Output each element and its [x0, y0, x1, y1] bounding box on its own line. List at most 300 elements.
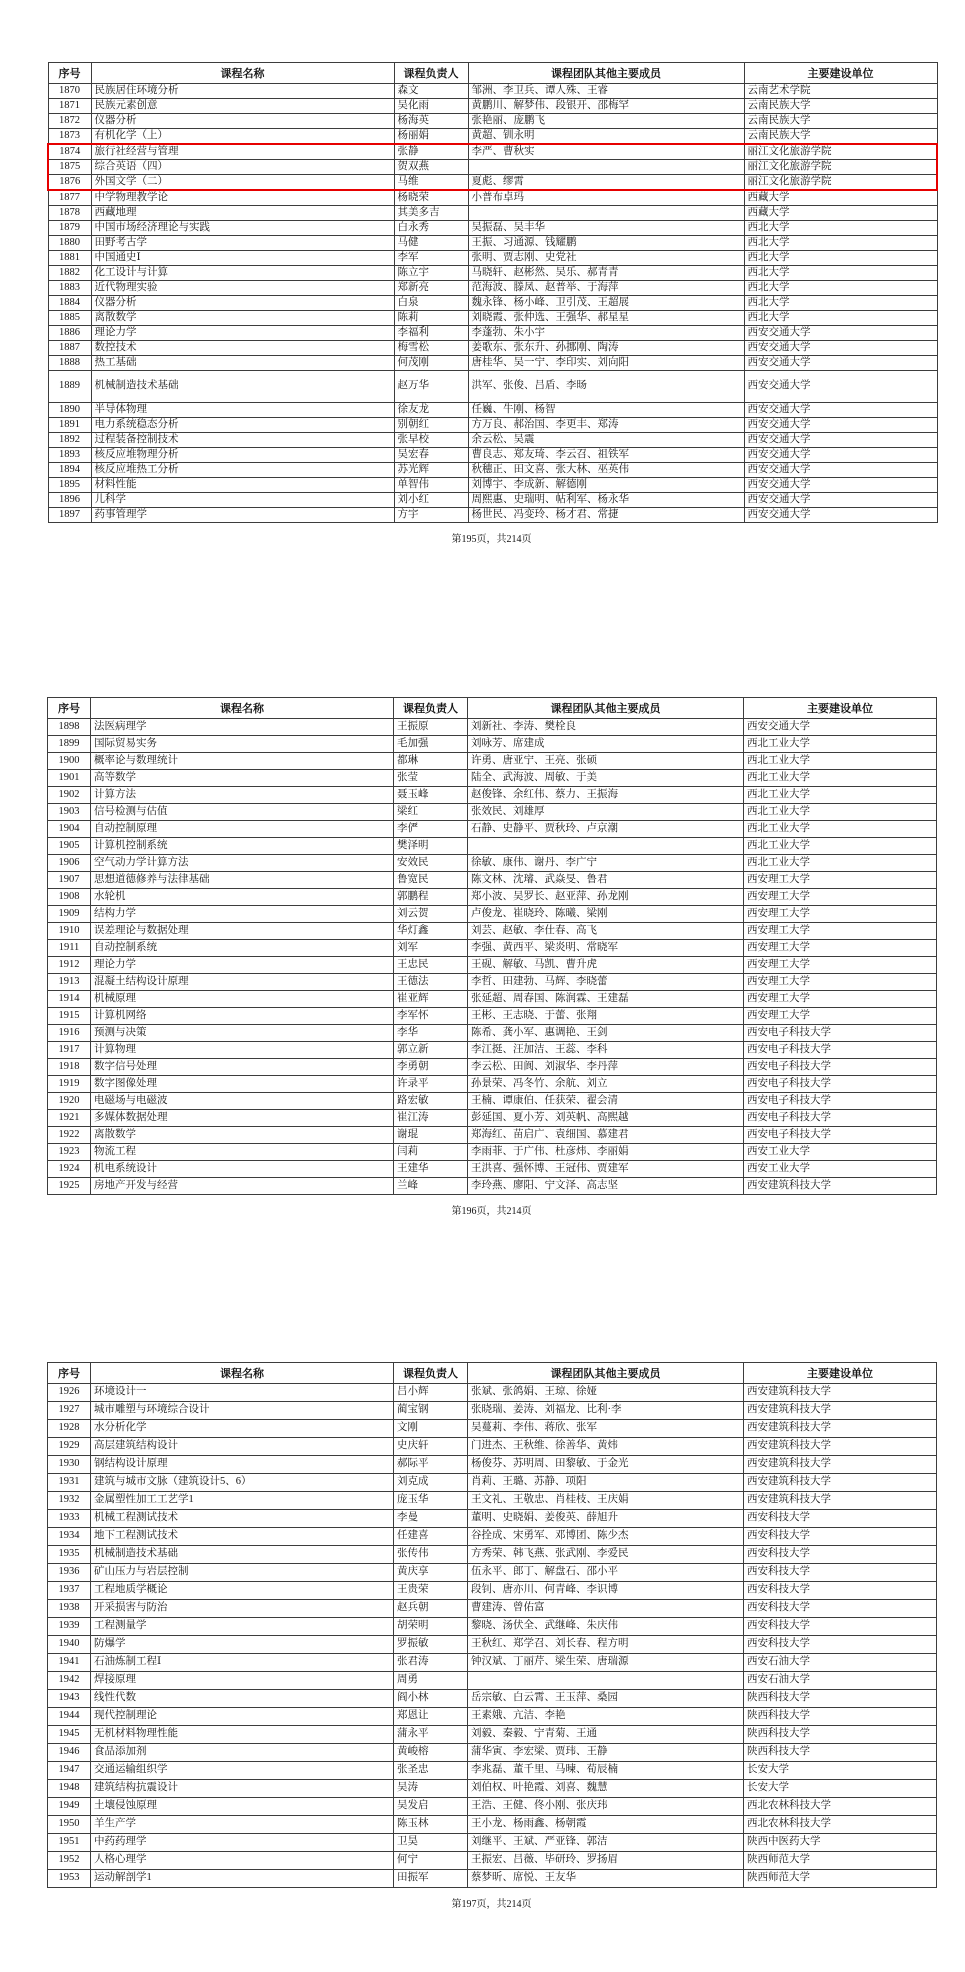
unit-cell: 西安交通大学	[744, 326, 937, 341]
members-cell: 陆全、武海波、周敏、于美	[468, 770, 744, 787]
leader-cell: 李福利	[394, 326, 468, 341]
unit-cell: 西安交通大学	[744, 356, 937, 371]
row-no-cell: 1941	[48, 1654, 91, 1672]
unit-cell: 陕西师范大学	[744, 1852, 937, 1870]
leader-cell: 张早校	[394, 433, 468, 448]
course-name-cell: 理论力学	[91, 326, 394, 341]
leader-cell: 方宇	[394, 508, 468, 523]
members-cell: 吴蔓莉、李伟、蒋欣、张军	[468, 1420, 744, 1438]
members-cell: 钟汉斌、丁丽芹、梁生荣、唐瑞源	[468, 1654, 744, 1672]
row-no-cell: 1895	[48, 478, 91, 493]
unit-cell: 西安交通大学	[744, 478, 937, 493]
course-name-cell: 交通运输组织学	[91, 1762, 394, 1780]
table-row	[48, 804, 937, 821]
course-name-cell: 人格心理学	[91, 1852, 394, 1870]
table-row	[48, 114, 937, 129]
unit-cell: 西安建筑科技大学	[744, 1178, 937, 1195]
leader-cell: 白永秀	[394, 221, 468, 236]
table-row	[48, 433, 937, 448]
row-no-cell: 1885	[48, 311, 91, 326]
table-row	[48, 1402, 937, 1420]
members-cell: 刘晓霞、张仲选、王强华、郝星星	[468, 311, 744, 326]
members-cell: 伍永平、郎丁、解盘石、邵小平	[468, 1564, 744, 1582]
unit-cell: 陕西师范大学	[744, 1870, 937, 1888]
unit-cell: 西安建筑科技大学	[744, 1438, 937, 1456]
leader-cell: 阎小林	[394, 1690, 468, 1708]
row-no-cell: 1908	[48, 889, 91, 906]
table-row	[48, 1870, 937, 1888]
leader-cell: 苏光辉	[394, 463, 468, 478]
unit-cell: 西藏大学	[744, 206, 937, 221]
members-cell: 陈文林、沈璿、武焱旻、鲁君	[468, 872, 744, 889]
row-no-cell: 1909	[48, 906, 91, 923]
course-name-cell: 多媒体数据处理	[91, 1110, 394, 1127]
course-name-cell: 运动解剖学1	[91, 1870, 394, 1888]
table-row	[48, 1528, 937, 1546]
unit-cell: 云南艺术学院	[744, 84, 937, 99]
leader-cell: 别朝红	[394, 418, 468, 433]
table-row	[48, 463, 937, 478]
table-row	[48, 1127, 937, 1144]
table-row	[48, 1582, 937, 1600]
course-name-cell: 机械原理	[91, 991, 394, 1008]
unit-cell: 西安交通大学	[744, 448, 937, 463]
row-no-cell: 1913	[48, 974, 91, 991]
leader-cell: 吴涛	[394, 1780, 468, 1798]
table-row	[48, 144, 937, 160]
unit-cell: 西安科技大学	[744, 1564, 937, 1582]
course-name-cell: 民族居住环境分析	[91, 84, 394, 99]
leader-cell: 吴发启	[394, 1798, 468, 1816]
unit-cell: 西安理工大学	[744, 991, 937, 1008]
course-name-cell: 高等数学	[91, 770, 394, 787]
table-row	[48, 1110, 937, 1127]
course-name-cell: 石油炼制工程Ⅰ	[91, 1654, 394, 1672]
table-row	[48, 1025, 937, 1042]
col-header-members: 课程团队其他主要成员	[468, 1363, 744, 1384]
members-cell: 王文礼、王敬忠、肖桂枝、王庆娟	[468, 1492, 744, 1510]
table-section-page-197	[47, 1362, 936, 1910]
leader-cell: 白泉	[394, 296, 468, 311]
table-row	[48, 1161, 937, 1178]
leader-cell: 梅雪松	[394, 341, 468, 356]
course-name-cell: 地下工程测试技术	[91, 1528, 394, 1546]
unit-cell: 西安科技大学	[744, 1636, 937, 1654]
leader-cell: 樊泽明	[394, 838, 468, 855]
leader-cell: 刘克成	[394, 1474, 468, 1492]
leader-cell: 李勇朝	[394, 1059, 468, 1076]
members-cell: 郑小波、吴罗长、赵亚萍、孙龙刚	[468, 889, 744, 906]
unit-cell: 西安电子科技大学	[744, 1127, 937, 1144]
table-row	[48, 448, 937, 463]
table-row	[48, 906, 937, 923]
table-row	[48, 1726, 937, 1744]
unit-cell: 西安交通大学	[744, 719, 937, 736]
leader-cell: 路宏敏	[394, 1093, 468, 1110]
row-no-cell: 1899	[48, 736, 91, 753]
row-no-cell: 1925	[48, 1178, 91, 1195]
course-name-cell: 误差理论与数据处理	[91, 923, 394, 940]
unit-cell: 西安交通大学	[744, 371, 937, 403]
course-table-page-195	[47, 62, 938, 523]
leader-cell: 史庆轩	[394, 1438, 468, 1456]
leader-cell: 周勇	[394, 1672, 468, 1690]
members-cell: 王彬、王志晓、于蕾、张翔	[468, 1008, 744, 1025]
members-cell: 彭延国、夏小芳、刘英帆、高熙越	[468, 1110, 744, 1127]
members-cell: 方万良、郝治国、李更丰、郑涛	[468, 418, 744, 433]
course-name-cell: 土壤侵蚀原理	[91, 1798, 394, 1816]
course-name-cell: 法医病理学	[91, 719, 394, 736]
members-cell: 王楠、谭康伯、任获荣、翟会清	[468, 1093, 744, 1110]
table-row	[48, 1059, 937, 1076]
leader-cell: 杨丽娟	[394, 129, 468, 145]
course-name-cell: 有机化学（上）	[91, 129, 394, 145]
leader-cell: 文刚	[394, 1420, 468, 1438]
members-cell: 李云松、田阆、刘淑华、李丹萍	[468, 1059, 744, 1076]
row-no-cell: 1930	[48, 1456, 91, 1474]
members-cell: 魏永锋、杨小峰、卫引茂、王超展	[468, 296, 744, 311]
table-row	[48, 1546, 937, 1564]
unit-cell: 西北大学	[744, 221, 937, 236]
table-section-page-196	[47, 697, 936, 1217]
table-row	[48, 371, 937, 403]
row-no-cell: 1910	[48, 923, 91, 940]
course-name-cell: 机械制造技术基础	[91, 1546, 394, 1564]
leader-cell: 华灯鑫	[394, 923, 468, 940]
row-no-cell: 1947	[48, 1762, 91, 1780]
unit-cell: 西安交通大学	[744, 433, 937, 448]
members-cell: 肖莉、王璐、苏静、项阳	[468, 1474, 744, 1492]
leader-cell: 聂玉峰	[394, 787, 468, 804]
course-name-cell: 数字信号处理	[91, 1059, 394, 1076]
row-no-cell: 1912	[48, 957, 91, 974]
row-no-cell: 1906	[48, 855, 91, 872]
course-name-cell: 核反应堆物理分析	[91, 448, 394, 463]
leader-cell: 黄庆享	[394, 1564, 468, 1582]
members-cell: 黎晓、汤伏全、武继峰、朱庆伟	[468, 1618, 744, 1636]
members-cell: 王振宏、吕薇、毕研玲、罗扬眉	[468, 1852, 744, 1870]
row-no-cell: 1884	[48, 296, 91, 311]
unit-cell: 西安理工大学	[744, 1008, 937, 1025]
unit-cell: 西北工业大学	[744, 787, 937, 804]
course-name-cell: 水轮机	[91, 889, 394, 906]
unit-cell: 西北大学	[744, 251, 937, 266]
row-no-cell: 1935	[48, 1546, 91, 1564]
col-header-course-name: 课程名称	[91, 63, 394, 84]
members-cell: 徐敏、康伟、谢丹、李广宁	[468, 855, 744, 872]
course-name-cell: 概率论与数理统计	[91, 753, 394, 770]
col-header-unit: 主要建设单位	[744, 698, 937, 719]
members-cell: 小普布卓玛	[468, 190, 744, 206]
unit-cell: 西安建筑科技大学	[744, 1456, 937, 1474]
unit-cell: 长安大学	[744, 1780, 937, 1798]
leader-cell: 兰峰	[394, 1178, 468, 1195]
leader-cell: 卫昊	[394, 1834, 468, 1852]
row-no-cell: 1946	[48, 1744, 91, 1762]
row-no-cell: 1917	[48, 1042, 91, 1059]
table-row	[48, 129, 937, 145]
row-no-cell: 1928	[48, 1420, 91, 1438]
members-cell: 刘咏芳、席建成	[468, 736, 744, 753]
members-cell: 唐桂华、吴一宁、李印实、刘向阳	[468, 356, 744, 371]
table-row	[48, 838, 937, 855]
row-no-cell: 1881	[48, 251, 91, 266]
members-cell: 黄超、钏永明	[468, 129, 744, 145]
row-no-cell: 1897	[48, 508, 91, 523]
members-cell: 范海波、滕凤、赵普举、于海萍	[468, 281, 744, 296]
leader-cell: 崔亚辉	[394, 991, 468, 1008]
header-row	[48, 63, 937, 84]
course-name-cell: 机械制造技术基础	[91, 371, 394, 403]
unit-cell: 西安理工大学	[744, 957, 937, 974]
col-header-no: 序号	[48, 1363, 91, 1384]
table-row	[48, 991, 937, 1008]
members-cell: 张晓瑞、姜涛、刘福龙、比利·李	[468, 1402, 744, 1420]
leader-cell: 王建华	[394, 1161, 468, 1178]
course-name-cell: 化工设计与计算	[91, 266, 394, 281]
col-header-leader: 课程负责人	[394, 63, 468, 84]
leader-cell: 马维	[394, 175, 468, 191]
unit-cell: 西安建筑科技大学	[744, 1384, 937, 1402]
table-row	[48, 1093, 937, 1110]
members-cell: 张延超、周春国、陈润霖、王建磊	[468, 991, 744, 1008]
leader-cell: 张圣忠	[394, 1762, 468, 1780]
course-name-cell: 理论力学	[91, 957, 394, 974]
leader-cell: 梁红	[394, 804, 468, 821]
members-cell: 段钊、唐亦川、何青峰、李识博	[468, 1582, 744, 1600]
leader-cell: 其美多吉	[394, 206, 468, 221]
leader-cell: 任建喜	[394, 1528, 468, 1546]
table-section-page-195	[47, 62, 936, 545]
table-row	[48, 296, 937, 311]
row-no-cell: 1872	[48, 114, 91, 129]
leader-cell: 赵万华	[394, 371, 468, 403]
members-cell: 岳宗敏、白云霄、王玉萍、桑园	[468, 1690, 744, 1708]
row-no-cell: 1871	[48, 99, 91, 114]
header-row	[48, 1363, 937, 1384]
course-name-cell: 西藏地理	[91, 206, 394, 221]
course-name-cell: 儿科学	[91, 493, 394, 508]
page-footer: 第196页，共214页	[451, 1206, 532, 1217]
unit-cell: 西安工业大学	[744, 1161, 937, 1178]
leader-cell: 郑恩让	[394, 1708, 468, 1726]
row-no-cell: 1878	[48, 206, 91, 221]
members-cell: 石静、史静平、贾秋玲、卢京潮	[468, 821, 744, 838]
members-cell: 刘继平、王斌、严亚锋、郭洁	[468, 1834, 744, 1852]
course-table-page-197	[47, 1362, 937, 1888]
table-row	[48, 236, 937, 251]
members-cell: 刘毅、秦毅、宁青菊、王通	[468, 1726, 744, 1744]
table-row	[48, 1042, 937, 1059]
course-name-cell: 钢结构设计原理	[91, 1456, 394, 1474]
course-name-cell: 开采损害与防治	[91, 1600, 394, 1618]
unit-cell: 陕西科技大学	[744, 1726, 937, 1744]
table-row	[48, 1600, 937, 1618]
course-name-cell: 线性代数	[91, 1690, 394, 1708]
row-no-cell: 1873	[48, 129, 91, 145]
table-row	[48, 356, 937, 371]
leader-cell: 马健	[394, 236, 468, 251]
row-no-cell: 1892	[48, 433, 91, 448]
unit-cell: 丽江文化旅游学院	[744, 144, 937, 160]
members-cell: 洪军、张俊、吕盾、李旸	[468, 371, 744, 403]
course-name-cell: 矿山压力与岩层控制	[91, 1564, 394, 1582]
course-name-cell: 房地产开发与经营	[91, 1178, 394, 1195]
table-row	[48, 1564, 937, 1582]
members-cell: 李蓬勃、朱小宇	[468, 326, 744, 341]
members-cell: 孙景荣、冯冬竹、余航、刘立	[468, 1076, 744, 1093]
leader-cell: 谢琨	[394, 1127, 468, 1144]
leader-cell: 张传伟	[394, 1546, 468, 1564]
leader-cell: 陈立宇	[394, 266, 468, 281]
row-no-cell: 1919	[48, 1076, 91, 1093]
table-row	[48, 251, 937, 266]
table-row	[48, 175, 937, 191]
unit-cell: 西安电子科技大学	[744, 1025, 937, 1042]
leader-cell: 郑新亮	[394, 281, 468, 296]
members-cell: 吴振磊、吴丰华	[468, 221, 744, 236]
course-name-cell: 水分析化学	[91, 1420, 394, 1438]
course-name-cell: 空气动力学计算方法	[91, 855, 394, 872]
table-row	[48, 872, 937, 889]
leader-cell: 胡荣明	[394, 1618, 468, 1636]
table-row	[48, 418, 937, 433]
unit-cell: 西安建筑科技大学	[744, 1420, 937, 1438]
members-cell: 李哲、田建勃、马辉、李晓蕾	[468, 974, 744, 991]
unit-cell: 西安石油大学	[744, 1654, 937, 1672]
unit-cell: 西北工业大学	[744, 753, 937, 770]
table-row	[48, 923, 937, 940]
course-name-cell: 近代物理实验	[91, 281, 394, 296]
row-no-cell: 1931	[48, 1474, 91, 1492]
row-no-cell: 1916	[48, 1025, 91, 1042]
unit-cell: 丽江文化旅游学院	[744, 160, 937, 175]
members-cell: 蒲华寅、李宏梁、贾玮、王静	[468, 1744, 744, 1762]
leader-cell: 刘小红	[394, 493, 468, 508]
unit-cell: 西北大学	[744, 266, 937, 281]
leader-cell: 田振军	[394, 1870, 468, 1888]
course-name-cell: 离散数学	[91, 1127, 394, 1144]
leader-cell: 都琳	[394, 753, 468, 770]
table-row	[48, 341, 937, 356]
row-no-cell: 1952	[48, 1852, 91, 1870]
leader-cell: 闫莉	[394, 1144, 468, 1161]
course-name-cell: 机电系统设计	[91, 1161, 394, 1178]
course-name-cell: 物流工程	[91, 1144, 394, 1161]
members-cell: 王洪喜、强怀博、王冠伟、贾建军	[468, 1161, 744, 1178]
leader-cell: 陈玉林	[394, 1816, 468, 1834]
unit-cell: 西安理工大学	[744, 889, 937, 906]
table-row	[48, 493, 937, 508]
members-cell	[468, 1672, 744, 1690]
row-no-cell: 1922	[48, 1127, 91, 1144]
course-name-cell: 金属塑性加工工艺学1	[91, 1492, 394, 1510]
course-name-cell: 工程测量学	[91, 1618, 394, 1636]
col-header-members: 课程团队其他主要成员	[468, 698, 744, 719]
row-no-cell: 1921	[48, 1110, 91, 1127]
table-row	[48, 1780, 937, 1798]
table-row	[48, 974, 937, 991]
row-no-cell: 1890	[48, 403, 91, 418]
course-name-cell: 现代控制理论	[91, 1708, 394, 1726]
table-row	[48, 99, 937, 114]
course-name-cell: 防爆学	[91, 1636, 394, 1654]
col-header-no: 序号	[48, 698, 91, 719]
unit-cell: 西安建筑科技大学	[744, 1402, 937, 1420]
row-no-cell: 1905	[48, 838, 91, 855]
leader-cell: 森文	[394, 84, 468, 99]
leader-cell: 贺双燕	[394, 160, 468, 175]
leader-cell: 徐友龙	[394, 403, 468, 418]
col-header-leader: 课程负责人	[394, 1363, 468, 1384]
row-no-cell: 1933	[48, 1510, 91, 1528]
leader-cell: 刘云贺	[394, 906, 468, 923]
leader-cell: 王振原	[394, 719, 468, 736]
members-cell: 刘博宇、李成新、解德刚	[468, 478, 744, 493]
members-cell: 张斌、张鸽娟、王琼、徐娅	[468, 1384, 744, 1402]
table-row	[48, 1618, 937, 1636]
row-no-cell: 1926	[48, 1384, 91, 1402]
row-no-cell: 1920	[48, 1093, 91, 1110]
members-cell: 曹建涛、曾佑富	[468, 1600, 744, 1618]
course-name-cell: 食品添加剂	[91, 1744, 394, 1762]
row-no-cell: 1901	[48, 770, 91, 787]
members-cell: 曹良志、郑友琦、李云召、祖铁军	[468, 448, 744, 463]
course-name-cell: 计算机网络	[91, 1008, 394, 1025]
leader-cell: 何茂刚	[394, 356, 468, 371]
course-name-cell: 数字图像处理	[91, 1076, 394, 1093]
row-no-cell: 1923	[48, 1144, 91, 1161]
leader-cell: 崔江涛	[394, 1110, 468, 1127]
table-row	[48, 1420, 937, 1438]
row-no-cell: 1902	[48, 787, 91, 804]
table-row	[48, 478, 937, 493]
row-no-cell: 1877	[48, 190, 91, 206]
members-cell	[468, 206, 744, 221]
row-no-cell: 1938	[48, 1600, 91, 1618]
members-cell: 李兆磊、董千里、马暕、荀辰楠	[468, 1762, 744, 1780]
table-row	[48, 1852, 937, 1870]
course-name-cell: 电力系统稳态分析	[91, 418, 394, 433]
table-row	[48, 508, 937, 523]
table-row	[48, 1672, 937, 1690]
unit-cell: 西安电子科技大学	[744, 1076, 937, 1093]
unit-cell: 长安大学	[744, 1762, 937, 1780]
leader-cell: 安效民	[394, 855, 468, 872]
members-cell: 黄鹏川、解梦伟、段银开、邵梅罕	[468, 99, 744, 114]
unit-cell: 丽江文化旅游学院	[744, 175, 937, 191]
row-no-cell: 1932	[48, 1492, 91, 1510]
unit-cell: 西安建筑科技大学	[744, 1492, 937, 1510]
unit-cell: 西安电子科技大学	[744, 1093, 937, 1110]
table-row	[48, 311, 937, 326]
course-name-cell: 计算机控制系统	[91, 838, 394, 855]
course-name-cell: 外国文学（二）	[91, 175, 394, 191]
unit-cell: 西北大学	[744, 311, 937, 326]
leader-cell: 单智伟	[394, 478, 468, 493]
members-cell: 姜歌东、张东升、孙挪刚、陶涛	[468, 341, 744, 356]
leader-cell: 吕小辉	[394, 1384, 468, 1402]
row-no-cell: 1911	[48, 940, 91, 957]
leader-cell: 王贵荣	[394, 1582, 468, 1600]
course-name-cell: 思想道德修养与法律基础	[91, 872, 394, 889]
course-name-cell: 计算方法	[91, 787, 394, 804]
members-cell	[468, 160, 744, 175]
course-name-cell: 高层建筑结构设计	[91, 1438, 394, 1456]
row-no-cell: 1942	[48, 1672, 91, 1690]
members-cell: 王浩、王健、佟小刚、张庆玮	[468, 1798, 744, 1816]
unit-cell: 西安电子科技大学	[744, 1042, 937, 1059]
